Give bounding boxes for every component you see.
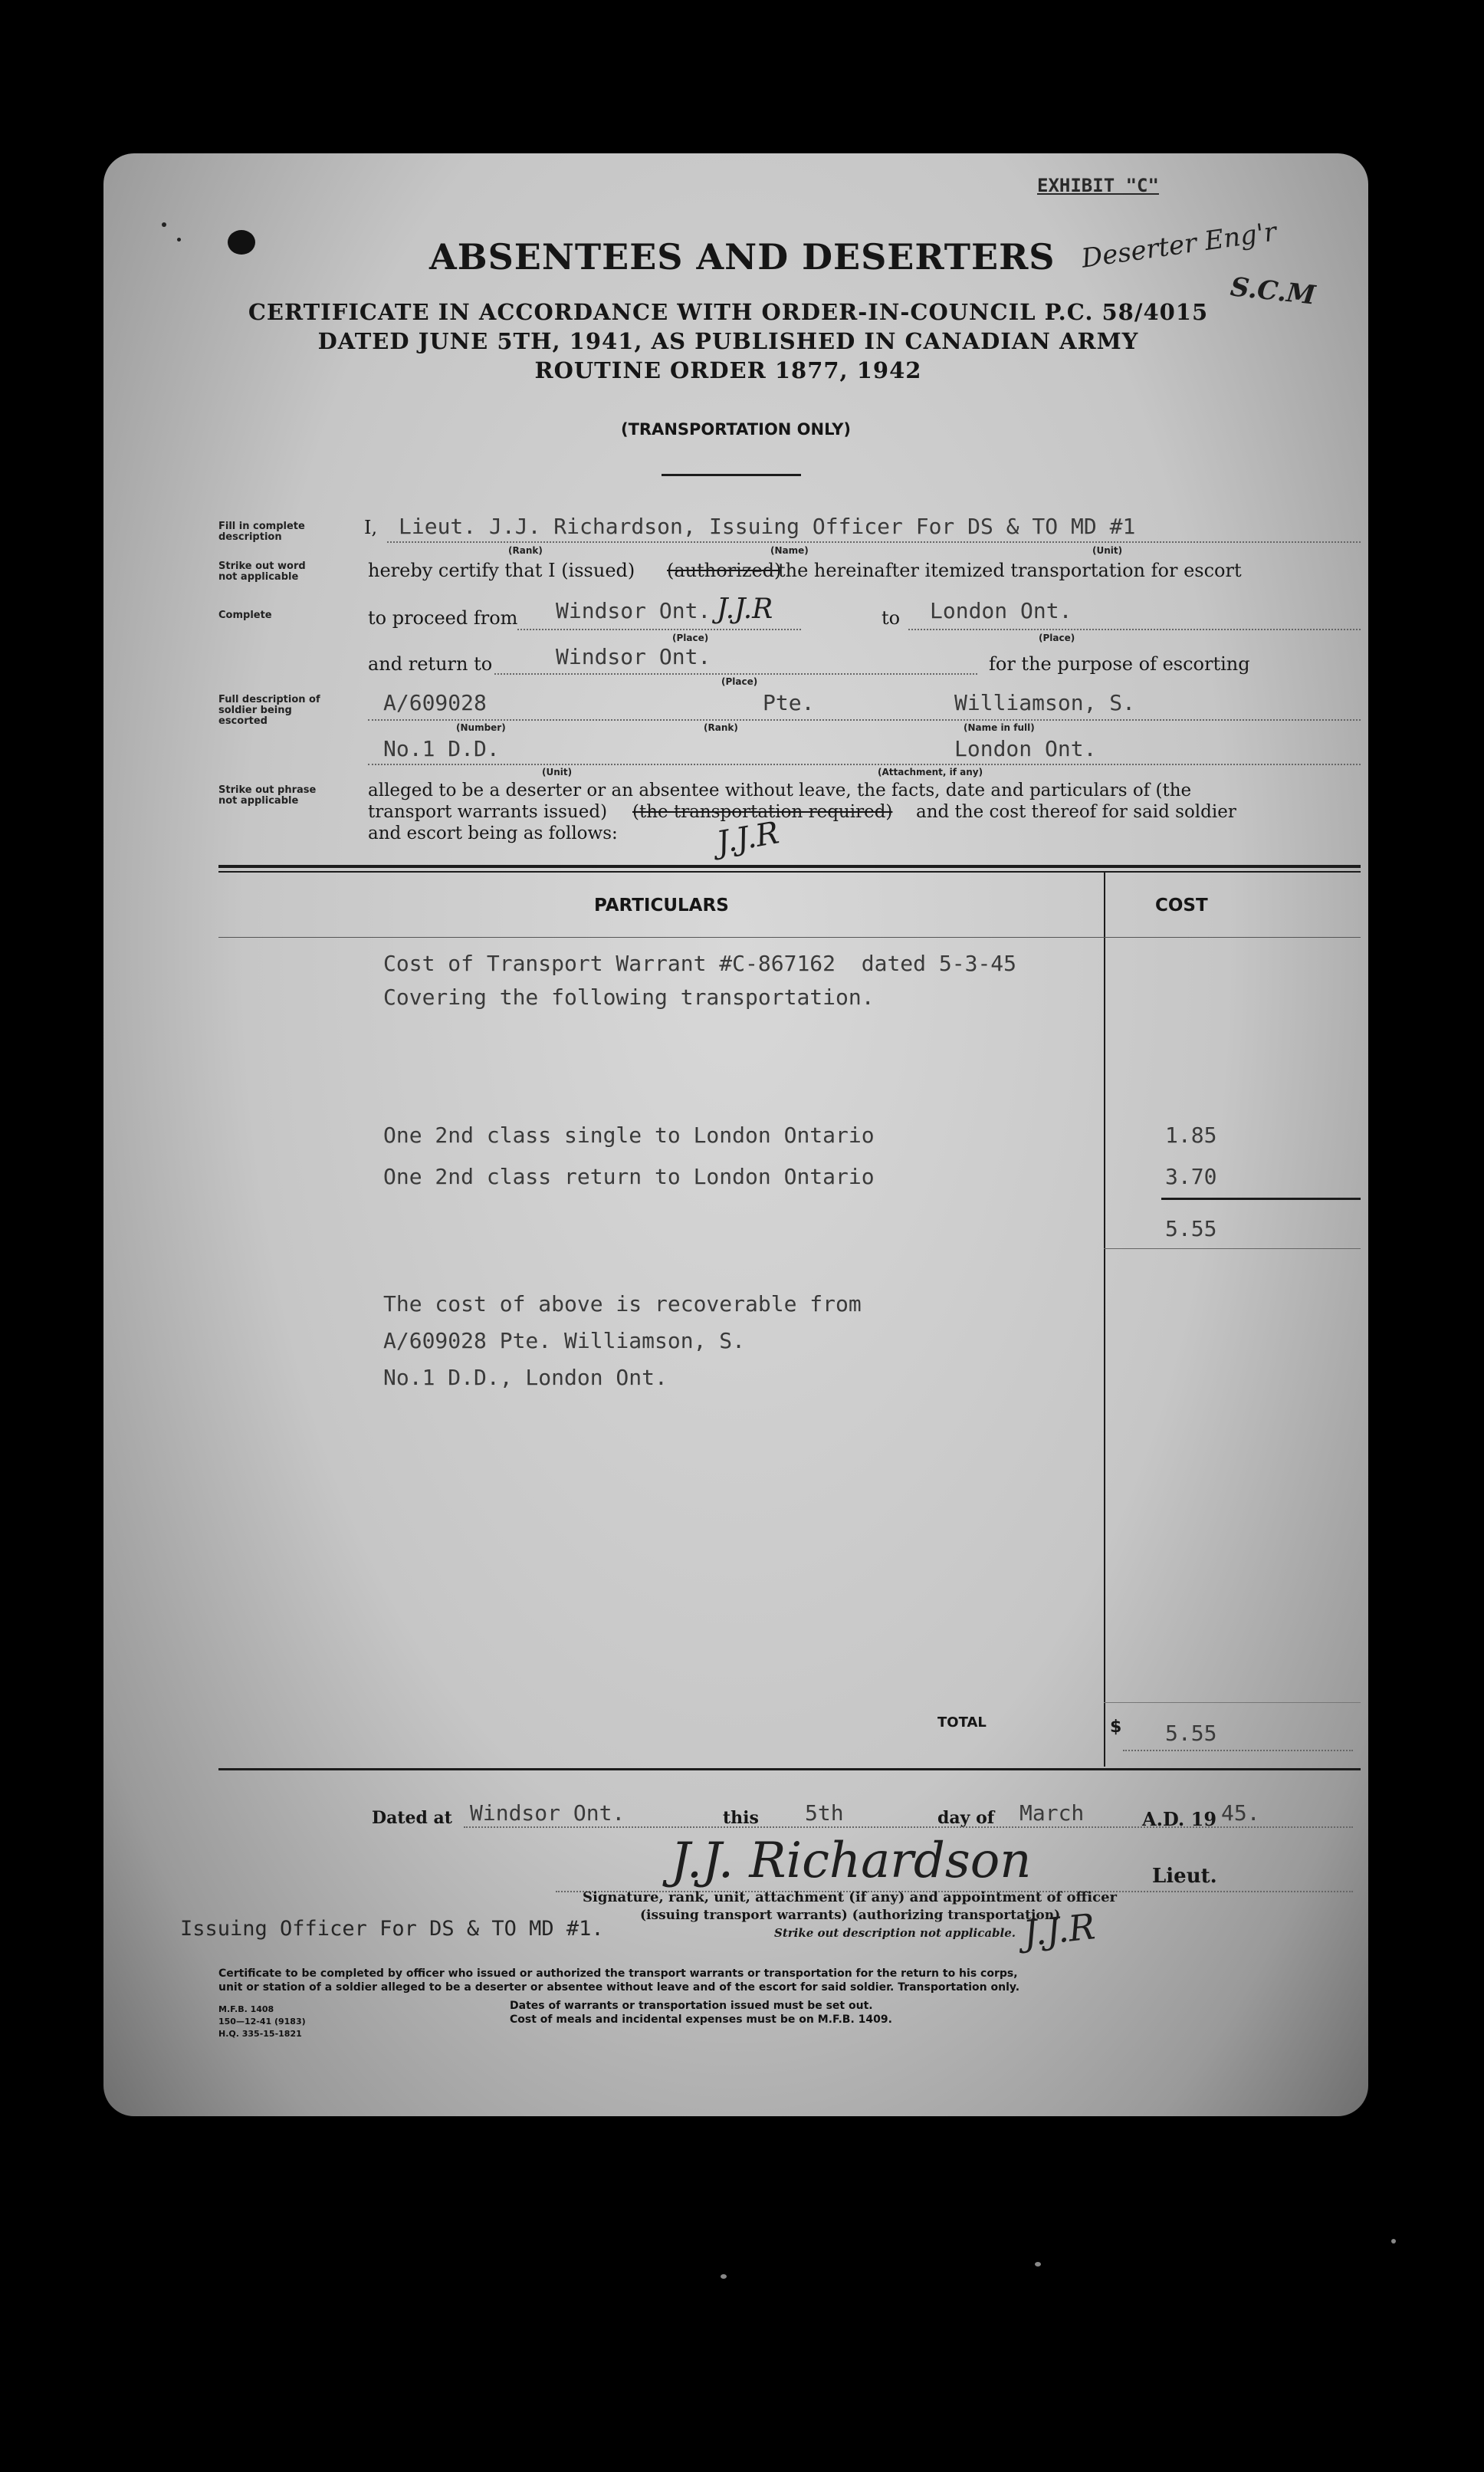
number-caption: (Number) — [456, 722, 506, 733]
item-cost: 3.70 — [1165, 1164, 1217, 1189]
attachment-caption: (Attachment, if any) — [878, 767, 983, 777]
margin-note: Strike out word not applicable — [218, 560, 306, 583]
to-label: to — [882, 607, 901, 629]
initials-from: J.J.R — [717, 593, 773, 625]
margin-note: Complete — [218, 610, 272, 621]
fine-print: unit or station of a soldier alleged to be a deserter or absentee without leave and of the escort for said soldier. Transportation only. — [218, 1981, 1020, 1994]
month-value: March — [1019, 1800, 1085, 1826]
alleged-line-2a: transport warrants issued) — [368, 802, 608, 822]
place-caption: (Place) — [721, 676, 758, 687]
soldier-name-value: Williamson, S. — [954, 690, 1136, 715]
dated-line — [464, 1826, 1353, 1828]
soldier-rank-caption: (Rank) — [704, 722, 738, 733]
dust-speck — [1035, 2262, 1041, 2267]
signature-caption: (issuing transport warrants) (authorizing transportation) — [640, 1908, 1061, 1923]
table-top-rule — [218, 865, 1361, 868]
place-caption: (Place) — [1039, 633, 1075, 643]
header-rule — [218, 937, 1361, 938]
to-line — [908, 629, 1361, 630]
purpose-label: for the purpose of escorting — [989, 653, 1250, 675]
total-top-rule — [1104, 1702, 1361, 1703]
total-value: 5.55 — [1165, 1721, 1217, 1746]
form-code: H.Q. 335-15-1821 — [218, 2029, 302, 2039]
to-value: London Ont. — [930, 598, 1072, 623]
fine-print: Dates of warrants or transportation issued must be set out. — [510, 2000, 873, 2012]
day-of-label: day of — [937, 1808, 995, 1828]
dated-at-value: Windsor Ont. — [470, 1800, 625, 1826]
alleged-line-2b: and the cost thereof for said soldier — [916, 802, 1236, 822]
margin-note: Strike out phrase not applicable — [218, 784, 317, 807]
particulars-header: PARTICULARS — [594, 896, 729, 915]
rank-value: Lieut. J.J. Richardson, — [399, 514, 696, 539]
total-label: TOTAL — [937, 1714, 987, 1731]
authorized-struck: (authorized) — [667, 560, 782, 581]
initials-signature: J.J.R — [1021, 1905, 1098, 1954]
cost-header: COST — [1155, 896, 1208, 915]
subtitle-block — [241, 297, 1215, 385]
rank-caption: (Rank) — [508, 545, 543, 556]
subtotal-under-rule — [1104, 1248, 1361, 1249]
total-line — [1123, 1750, 1353, 1751]
form-code: M.F.B. 1408 — [218, 2004, 274, 2014]
covering-line: Covering the following transportation. — [383, 985, 875, 1010]
soldier-line — [368, 719, 1361, 721]
unit-caption: (Unit) — [542, 767, 573, 777]
dust-speck — [721, 2274, 727, 2279]
name-caption: (Name) — [770, 545, 809, 556]
table-bottom-rule — [218, 1768, 1361, 1770]
dust-speck — [1391, 2239, 1396, 2244]
certify-rest: the hereinafter itemized transportation for escort — [778, 560, 1242, 581]
handwritten-note: Deserter Eng'r — [1079, 216, 1279, 274]
cost-column-divider — [1104, 873, 1105, 1767]
item-text: One 2nd class return to London Ontario — [383, 1164, 875, 1189]
document-sheet — [103, 153, 1368, 2116]
recover-line: No.1 D.D., London Ont. — [383, 1365, 668, 1390]
table-top-rule-2 — [218, 871, 1361, 873]
subtitle-line: CERTIFICATE IN ACCORDANCE WITH ORDER-IN-COUNCIL P.C. 58/4015 — [248, 299, 1209, 325]
signature-caption: Signature, rank, unit, attachment (if any) and appointment of officer — [583, 1889, 1118, 1905]
initials-alleged: J.J.R — [714, 815, 782, 861]
strike-note: Strike out description not applicable. — [774, 1926, 1016, 1940]
signature: J.J. Richardson — [671, 1833, 1032, 1889]
fine-print: Certificate to be completed by officer who issued or authorized the transport warrants or transportation for the return to his corps, — [218, 1967, 1018, 1980]
rank-name-line — [387, 541, 1361, 543]
margin-note: Full description of soldier being escorted — [218, 694, 320, 727]
return-label: and return to — [368, 653, 493, 675]
warrant-line: Cost of Transport Warrant #C-867162 dated 5-3-45 — [383, 951, 1017, 976]
subtotal-value: 5.55 — [1165, 1216, 1217, 1241]
unit-caption: (Unit) — [1092, 545, 1123, 556]
handwritten-initials: S.C.M — [1229, 271, 1317, 311]
day-value: 5th — [805, 1800, 844, 1826]
i-label: I, — [364, 517, 378, 538]
soldier-rank-value: Pte. — [763, 690, 815, 715]
ink-speck — [162, 222, 166, 227]
name-value: Issuing Officer For DS & TO MD #1 — [709, 514, 1136, 539]
document-title: ABSENTEES AND DESERTERS — [429, 236, 1056, 278]
number-value: A/609028 — [383, 690, 487, 715]
year-value: 45. — [1221, 1800, 1260, 1826]
exhibit-label: EXHIBIT "C" — [1037, 175, 1159, 196]
recover-line: A/609028 Pte. Williamson, S. — [383, 1328, 746, 1353]
name-full-caption: (Name in full) — [964, 722, 1035, 733]
recover-line: The cost of above is recoverable from — [383, 1291, 862, 1317]
fine-print: Cost of meals and incidental expenses must be on M.F.B. 1409. — [510, 2013, 892, 2026]
proceed-label: to proceed from — [368, 607, 518, 629]
item-text: One 2nd class single to London Ontario — [383, 1123, 875, 1148]
transportation-only-label: (TRANSPORTATION ONLY) — [620, 420, 852, 439]
alleged-line-3: and escort being as follows: — [368, 823, 618, 843]
unit-value: No.1 D.D. — [383, 736, 500, 761]
from-line — [517, 629, 801, 630]
subtitle-line: ROUTINE ORDER 1877, 1942 — [534, 357, 922, 383]
dated-at-label: Dated at — [372, 1808, 452, 1828]
this-label: this — [723, 1808, 759, 1828]
return-line — [494, 673, 977, 675]
form-code: 150—12-41 (9183) — [218, 2017, 306, 2027]
margin-note: Fill in complete description — [218, 521, 305, 543]
title-divider — [662, 474, 801, 476]
alleged-struck: (the transportation required) — [632, 802, 893, 822]
issuing-officer-line: Issuing Officer For DS & TO MD #1. — [180, 1917, 604, 1941]
ink-blot — [228, 230, 255, 255]
dollar-sign: $ — [1110, 1718, 1122, 1737]
place-caption: (Place) — [672, 633, 709, 643]
subtotal-rule — [1161, 1198, 1361, 1200]
unit-line — [368, 764, 1361, 765]
item-cost: 1.85 — [1165, 1123, 1217, 1148]
from-value: Windsor Ont. — [556, 598, 711, 623]
attachment-value: London Ont. — [954, 736, 1097, 761]
signature-rank: Lieut. — [1152, 1865, 1217, 1888]
alleged-line-1: alleged to be a deserter or an absentee without leave, the facts, date and particulars of (the — [368, 781, 1192, 800]
return-value: Windsor Ont. — [556, 644, 711, 669]
ad-label: A.D. 19 — [1142, 1808, 1217, 1830]
certify-text: hereby certify that I (issued) — [368, 560, 635, 581]
subtitle-line: DATED JUNE 5TH, 1941, AS PUBLISHED IN CANADIAN ARMY — [317, 328, 1139, 354]
ink-speck — [177, 238, 181, 242]
